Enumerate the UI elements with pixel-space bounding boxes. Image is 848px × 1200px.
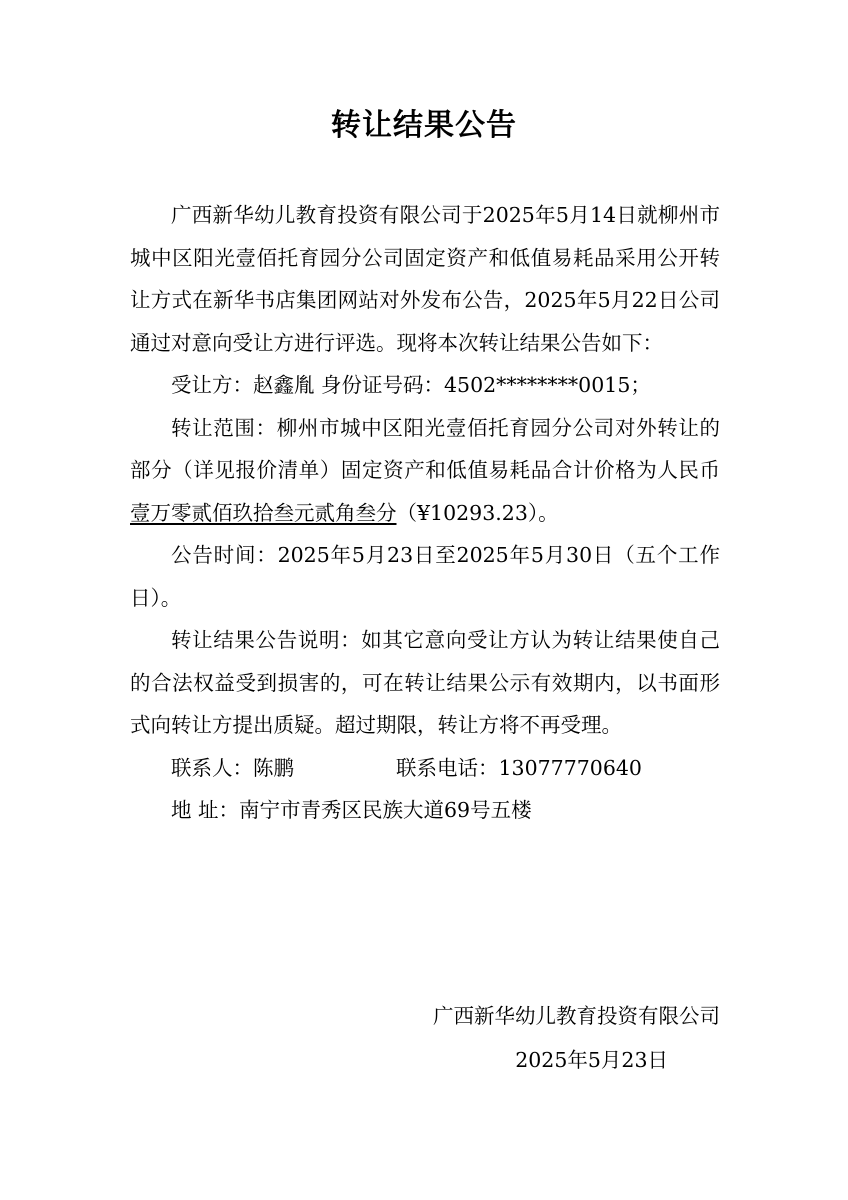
contact-row (130, 747, 720, 790)
scope-amount-chinese: 壹万零贰佰玖拾叁元贰角叁分 (130, 500, 397, 525)
signature-date: 2025年5月23日 (515, 1048, 668, 1072)
document-body (130, 194, 720, 832)
contact-phone: 联系电话：13077770640 (396, 755, 642, 780)
notice-paragraph: 转让结果公告说明：如其它意向受让方认为转让结果使自己的合法权益受到损害的，可在转让结果公示有效期内，以书面形式向转让方提出质疑。超过期限，转让方将不再受理。 (130, 628, 720, 737)
scope-paragraph (130, 407, 720, 535)
intro-paragraph: 广西新华幼儿教育投资有限公司于2025年5月14日就柳州市城中区阳光壹佰托育园分公司固定资产和低值易耗品采用公开转让方式在新华书店集团网站对外发布公告，2025年5月22日公司通过对意向受让方进行评选。现将本次转让结果公告如下： (130, 203, 720, 355)
contact-person: 联系人：陈鹏 (171, 755, 294, 780)
address-row: 地 址：南宁市青秀区民族大道69号五楼 (171, 798, 532, 822)
document-title: 转让结果公告 (331, 108, 517, 143)
scope-amount-numeric: （¥10293.23）。 (396, 500, 559, 525)
signature-company: 广西新华幼儿教育投资有限公司 (433, 1004, 720, 1028)
scope-text-before: 转让范围：柳州市城中区阳光壹佰托育园分公司对外转让的部分（详见报价清单）固定资产和低值易耗品合计价格为人民币 (130, 415, 720, 482)
period-paragraph: 公告时间：2025年5月23日至2025年5月30日（五个工作日）。 (130, 543, 720, 610)
transferee-paragraph: 受让方：赵鑫胤 身份证号码：4502********0015； (171, 373, 651, 397)
